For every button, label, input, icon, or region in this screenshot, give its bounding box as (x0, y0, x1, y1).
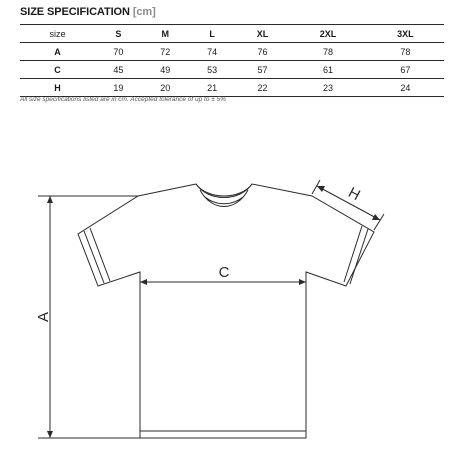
size-header-l: L (189, 25, 236, 43)
dimension-c-label: C (218, 264, 230, 281)
table-cell: 20 (142, 79, 189, 97)
table-cell: 19 (95, 79, 142, 97)
dimension-a-label: A (35, 311, 52, 323)
size-header-3xl: 3XL (367, 25, 444, 43)
row-label-h: H (20, 79, 95, 97)
tshirt-outline (78, 184, 374, 438)
table-cell: 78 (367, 43, 444, 61)
table-cell: 74 (189, 43, 236, 61)
table-cell: 24 (367, 79, 444, 97)
table-cell: 45 (95, 61, 142, 79)
table-cell: 53 (189, 61, 236, 79)
left-sleeve-hem (84, 228, 110, 283)
table-cell: 22 (236, 79, 290, 97)
title-text: SIZE SPECIFICATION (20, 6, 130, 18)
size-header-xl: XL (236, 25, 290, 43)
size-header-2xl: 2XL (289, 25, 366, 43)
size-header-s: S (95, 25, 142, 43)
size-header-m: M (142, 25, 189, 43)
dimension-h-label: H (345, 183, 363, 205)
table-cell: 78 (289, 43, 366, 61)
table-cell: 76 (236, 43, 290, 61)
table-cell: 61 (289, 61, 366, 79)
corner-label: size (20, 25, 95, 43)
tolerance-note: All size specifications listed are in cm. Accepted tolerance of up to ± 5% (20, 96, 227, 103)
row-label-a: A (20, 43, 95, 61)
table-cell: 57 (236, 61, 290, 79)
table-cell: 23 (289, 79, 366, 97)
table-cell: 70 (95, 43, 142, 61)
title-unit: [cm] (132, 6, 156, 18)
right-sleeve-hem (344, 226, 368, 284)
table-cell: 72 (142, 43, 189, 61)
tshirt-collar (196, 184, 252, 207)
row-label-c: C (20, 61, 95, 79)
table-cell: 67 (367, 61, 444, 79)
table-cell: 49 (142, 61, 189, 79)
table-cell: 21 (189, 79, 236, 97)
